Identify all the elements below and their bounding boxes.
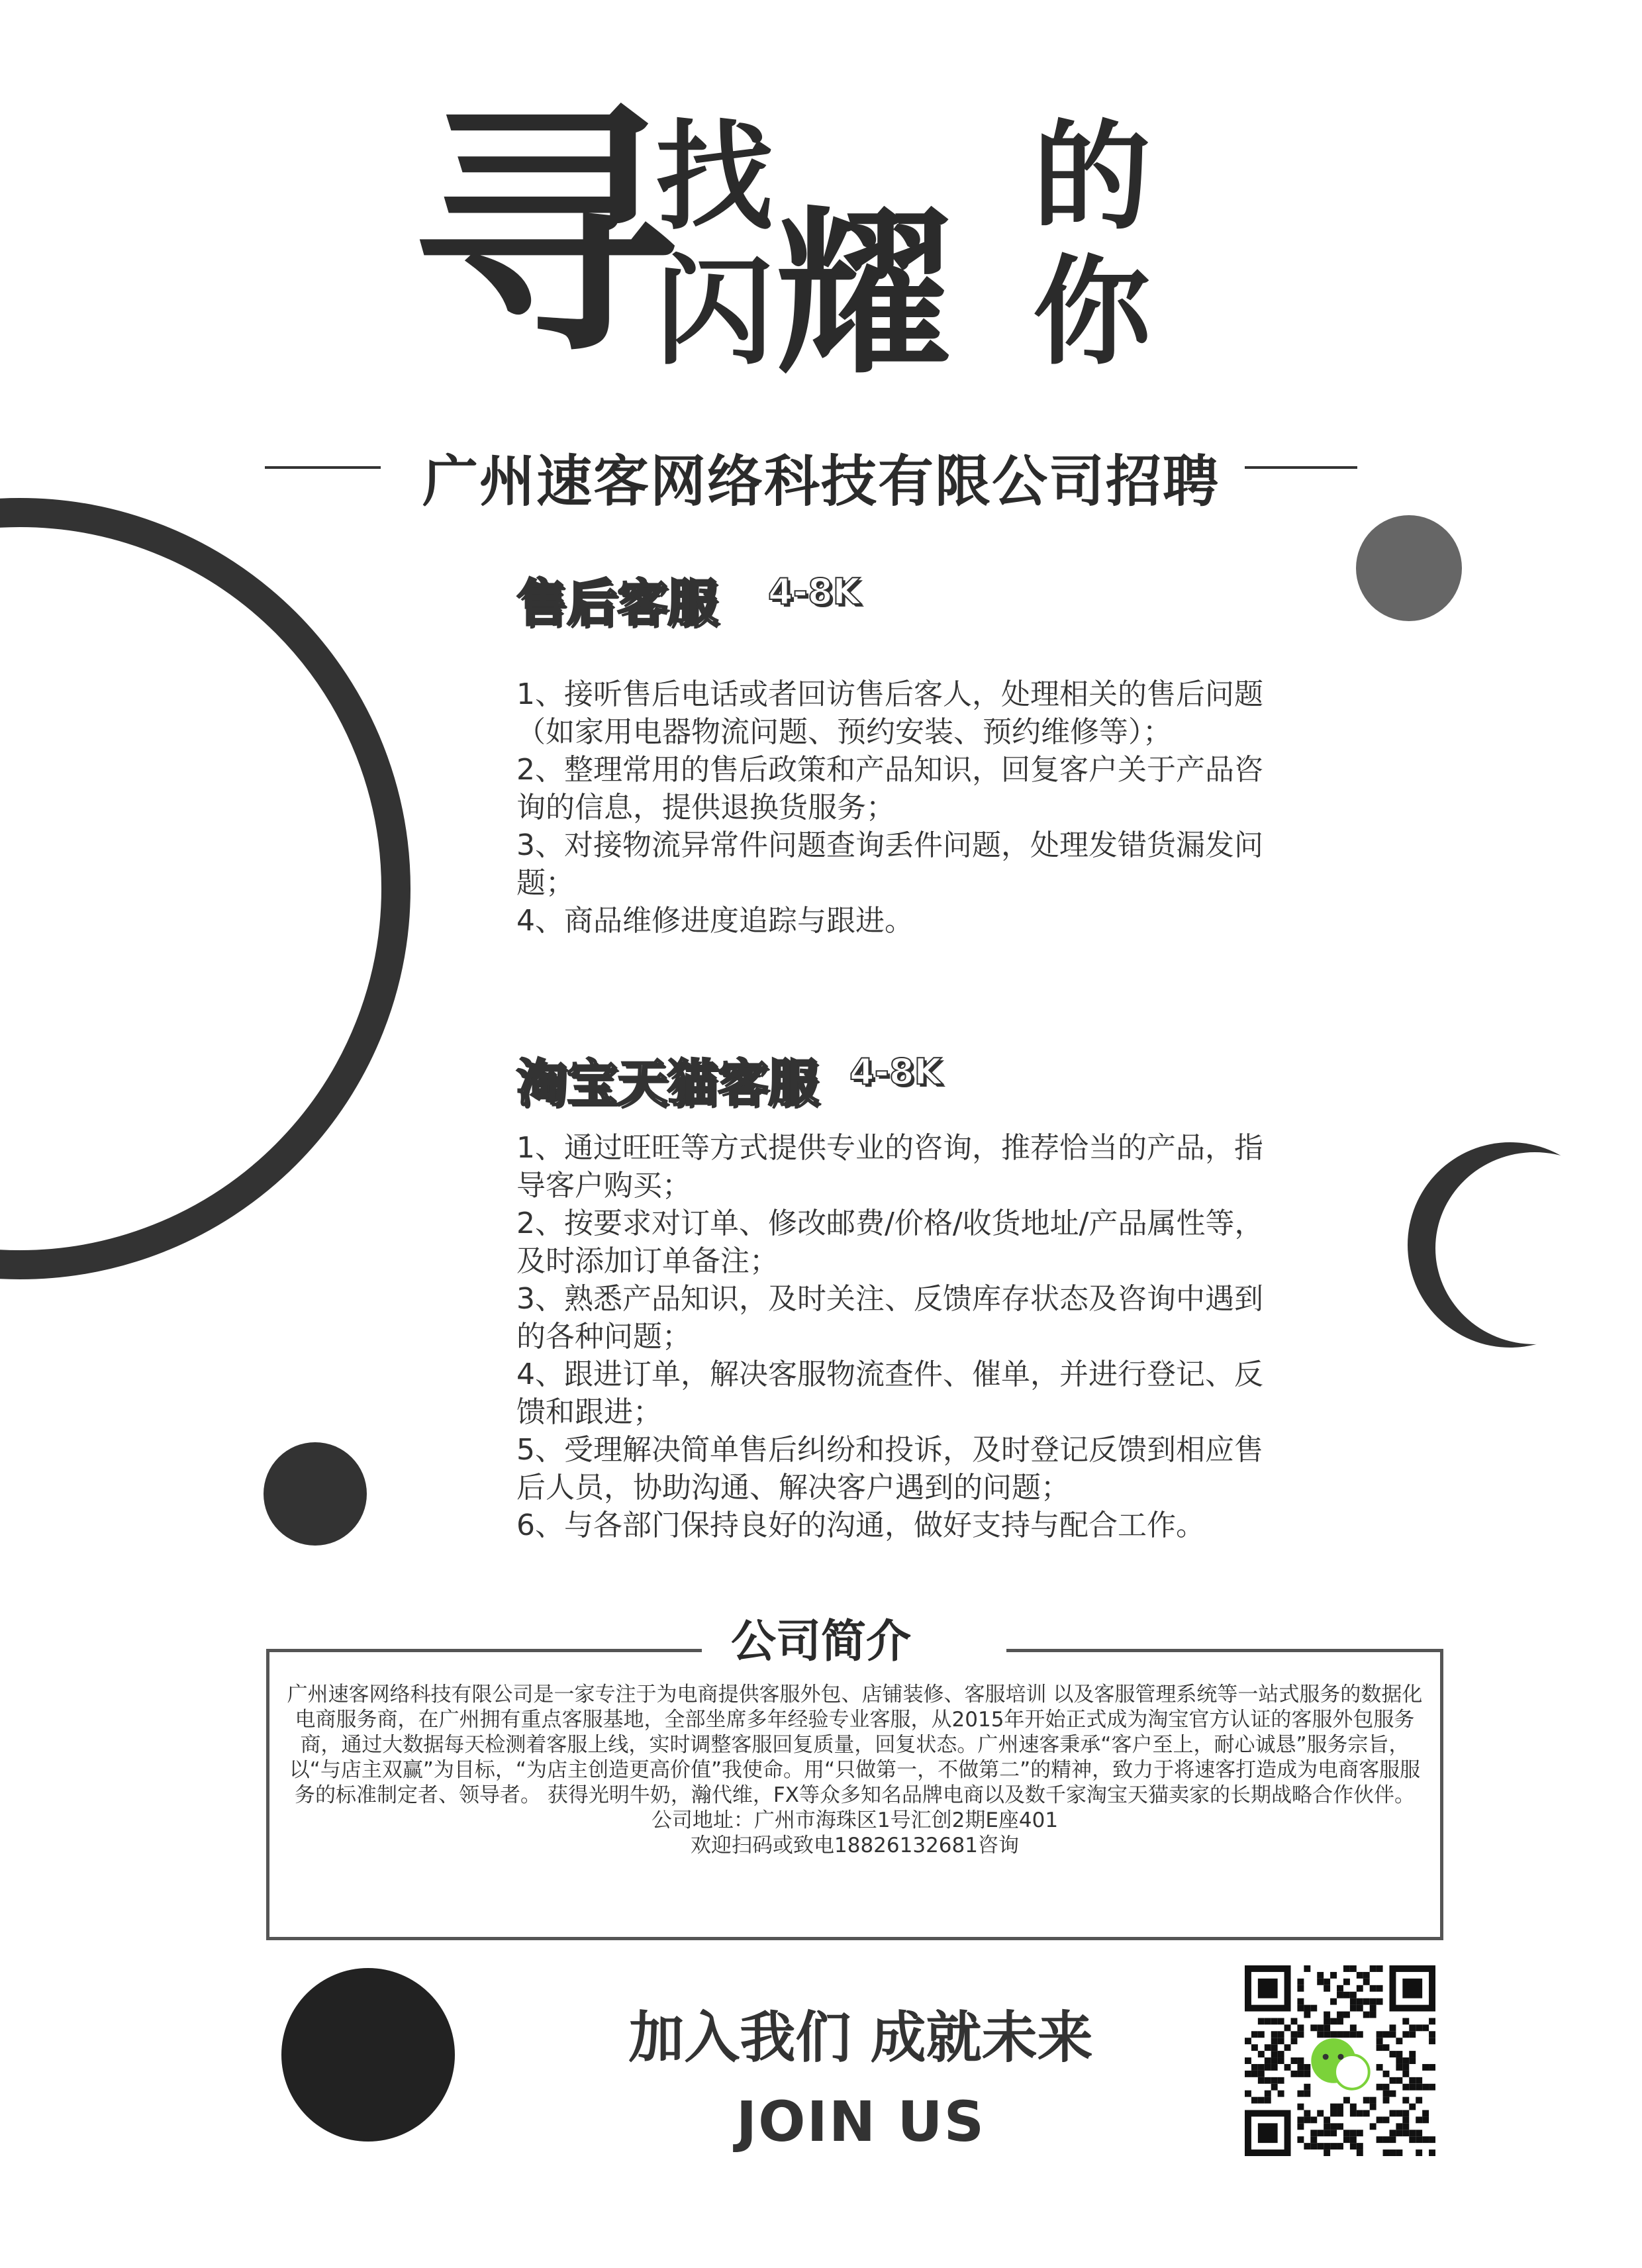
qr-module	[1376, 2084, 1383, 2091]
qr-module	[1278, 2077, 1284, 2084]
qr-module	[1337, 2012, 1343, 2018]
qr-module	[1350, 2110, 1357, 2116]
qr-module	[1422, 2116, 1429, 2123]
qr-module	[1363, 2012, 1370, 2018]
qr-module	[1416, 2130, 1422, 2136]
qr-module	[1304, 2091, 1310, 2097]
headline-char-shan: 闪	[655, 242, 773, 381]
qr-module	[1370, 1985, 1376, 1992]
qr-module	[1363, 1998, 1370, 2005]
job-duties-aftersales	[516, 675, 1284, 940]
qr-module	[1337, 1985, 1343, 1992]
headline-char-de: 的	[1033, 107, 1151, 246]
qr-module	[1409, 2057, 1416, 2064]
qr-module	[1416, 2149, 1422, 2156]
qr-module	[1429, 2149, 1435, 2156]
slogan-chinese: 加入我们 成就未来	[628, 2005, 1093, 2070]
qr-module	[1304, 2012, 1310, 2018]
qr-module	[1271, 2038, 1278, 2044]
qr-module	[1337, 2143, 1343, 2149]
qr-module	[1278, 2038, 1284, 2044]
qr-module	[1258, 2097, 1265, 2104]
qr-module	[1383, 2071, 1390, 2077]
qr-module	[1330, 2123, 1337, 2130]
qr-module	[1284, 2044, 1291, 2051]
qr-module	[1278, 2051, 1284, 2057]
qr-module	[1310, 2116, 1317, 2123]
qr-module	[1297, 2123, 1304, 2130]
qr-module	[1389, 2051, 1396, 2057]
qr-module	[1265, 2064, 1271, 2071]
qr-module	[1330, 1972, 1337, 1979]
qr-module	[1265, 2018, 1271, 2024]
qr-module	[1265, 2077, 1271, 2084]
headline-char-yao: 耀	[775, 189, 952, 398]
qr-module	[1350, 2130, 1357, 2136]
qr-module	[1383, 2031, 1390, 2038]
qr-module	[1357, 2031, 1363, 2038]
qr-module	[1350, 2136, 1357, 2143]
qr-module	[1409, 2031, 1416, 2038]
qr-module	[1402, 2031, 1409, 2038]
qr-module	[1310, 2005, 1317, 2012]
qr-module	[1376, 1965, 1383, 1972]
qr-module	[1258, 2031, 1265, 2038]
duty-item: 3、对接物流异常件问题查询丢件问题，处理发错货漏发问题；	[516, 828, 1263, 900]
qr-module	[1383, 2091, 1390, 2097]
qr-module	[1297, 2024, 1304, 2031]
qr-code[interactable]	[1245, 1965, 1435, 2156]
qr-module	[1389, 2149, 1396, 2156]
qr-module	[1324, 2018, 1330, 2024]
qr-module	[1363, 2097, 1370, 2104]
qr-module	[1324, 2130, 1330, 2136]
qr-module	[1304, 2084, 1310, 2091]
qr-module	[1422, 2084, 1429, 2091]
qr-module	[1370, 2012, 1376, 2018]
qr-module	[1297, 2057, 1304, 2064]
qr-module	[1337, 2018, 1343, 2024]
qr-module	[1402, 2116, 1409, 2123]
qr-module	[1330, 2110, 1337, 2116]
job-title-taobao: 淘宝天猫客服	[516, 1054, 818, 1112]
qr-module	[1396, 2051, 1402, 2057]
qr-module	[1304, 2005, 1310, 2012]
qr-module	[1402, 2071, 1409, 2077]
qr-module	[1258, 2077, 1265, 2084]
qr-module	[1297, 2064, 1304, 2071]
qr-module	[1429, 2064, 1435, 2071]
duty-item: 2、按要求对订单、修改邮费/价格/收货地址/产品属性等，及时添加订单备注；	[516, 1207, 1264, 1278]
qr-module	[1310, 2143, 1317, 2149]
large-arc-decoration	[0, 498, 410, 1279]
qr-module	[1271, 2031, 1278, 2038]
qr-module	[1376, 1985, 1383, 1992]
qr-module	[1317, 2110, 1324, 2116]
qr-module	[1350, 2104, 1357, 2110]
qr-module	[1429, 2038, 1435, 2044]
qr-module	[1350, 1998, 1357, 2005]
duty-item: 1、通过旺旺等方式提供专业的咨询，推荐恰当的产品，指导客户购买；	[516, 1131, 1263, 1203]
qr-module	[1343, 2130, 1350, 2136]
qr-module	[1376, 2038, 1383, 2044]
qr-module	[1291, 2018, 1298, 2024]
large-dot-decoration	[281, 1968, 455, 2142]
qr-module	[1330, 1998, 1337, 2005]
qr-module	[1416, 2136, 1422, 2143]
qr-module	[1409, 2024, 1416, 2031]
qr-module	[1422, 2064, 1429, 2071]
qr-module	[1343, 2136, 1350, 2143]
qr-module	[1416, 2024, 1422, 2031]
qr-module	[1258, 2071, 1265, 2077]
qr-module	[1297, 1998, 1304, 2005]
intro-paragraph: 广州速客网络科技有限公司是一家专注于为电商提供客服外包、店铺装修、客服培训 以及客服管理系统等一站式服务的数据化电商服务商，在广州拥有重点客服基地，全部坐席多年经验专业客服，从2015年开始正式成为淘宝官方认证的客服外包服务商，通过大数据每天检测着客服上线，实时调整客服回复质量，回复状态。广州速客秉承“客户至上，耐心诚恳”服务宗旨，以“与店主双赢”为目标，“为店主创造更高价值”我使命。用“只做第一，不做第二”的精神，致力于将速客打造成为电商客服服务的标准制定者、领导者。 获得光明牛奶，瀚代维，FX等众多知名品牌电商以及数千家淘宝天猫卖家的长期战略合作伙伴。	[287, 1683, 1423, 1807]
qr-module	[1350, 1965, 1357, 1972]
qr-module	[1324, 1985, 1330, 1992]
qr-module	[1357, 1972, 1363, 1979]
qr-module	[1376, 2064, 1383, 2071]
qr-module	[1310, 2024, 1317, 2031]
qr-module	[1370, 2123, 1376, 2130]
qr-module	[1265, 2097, 1271, 2104]
intro-contact: 欢迎扫码或致电18826132681咨询	[691, 1834, 1019, 1857]
company-intro-title: 公司简介	[730, 1616, 911, 1668]
qr-module	[1271, 2044, 1278, 2051]
qr-module	[1363, 2110, 1370, 2116]
qr-module	[1396, 2057, 1402, 2064]
qr-module	[1317, 1972, 1324, 1979]
qr-module	[1383, 2044, 1390, 2051]
qr-module	[1376, 1998, 1383, 2005]
slogan-english: JOIN US	[736, 2089, 986, 2154]
qr-module	[1422, 2024, 1429, 2031]
qr-module	[1337, 2110, 1343, 2116]
qr-module	[1337, 2104, 1343, 2110]
qr-module	[1337, 2123, 1343, 2130]
qr-module	[1383, 2136, 1390, 2143]
qr-module	[1297, 2104, 1304, 2110]
qr-module	[1317, 2031, 1324, 2038]
qr-module	[1304, 2110, 1310, 2116]
qr-module	[1389, 2136, 1396, 2143]
qr-module	[1363, 1972, 1370, 1979]
qr-module	[1402, 2064, 1409, 2071]
qr-module	[1383, 2084, 1390, 2091]
qr-module	[1291, 2057, 1298, 2064]
qr-module	[1330, 2018, 1337, 2024]
intro-address: 公司地址：广州市海珠区1号汇创2期E座401	[651, 1808, 1059, 1832]
dark-dot-decoration	[264, 1442, 367, 1546]
qr-module	[1324, 2149, 1330, 2156]
qr-module	[1350, 2005, 1357, 2012]
qr-module	[1304, 2071, 1310, 2077]
qr-module	[1245, 2038, 1251, 2044]
qr-module	[1383, 2116, 1390, 2123]
qr-module	[1271, 2051, 1278, 2057]
qr-module	[1337, 1992, 1343, 1998]
qr-module	[1258, 2018, 1265, 2024]
qr-module	[1416, 2084, 1422, 2091]
qr-module	[1370, 2104, 1376, 2110]
qr-module	[1409, 2136, 1416, 2143]
qr-module	[1416, 2077, 1422, 2084]
qr-module	[1297, 2116, 1304, 2123]
qr-module	[1271, 2084, 1278, 2091]
qr-module	[1330, 2130, 1337, 2136]
qr-module	[1343, 1979, 1350, 1985]
qr-module	[1396, 2123, 1402, 2130]
qr-module	[1370, 2005, 1376, 2012]
qr-module	[1317, 2143, 1324, 2149]
headline-char-zhao: 找	[655, 107, 773, 246]
job-salary-aftersales: 4-8K	[768, 571, 861, 613]
qr-module	[1389, 2024, 1396, 2031]
qr-module	[1370, 1998, 1376, 2005]
qr-module	[1297, 2005, 1304, 2012]
qr-module	[1343, 2031, 1350, 2038]
qr-module	[1251, 2071, 1258, 2077]
duty-item: 4、跟进订单，解决客服物流查件、催单，并进行登记、反馈和跟进；	[516, 1357, 1263, 1429]
qr-module	[1402, 2084, 1409, 2091]
qr-module	[1265, 2057, 1271, 2064]
qr-module	[1297, 1985, 1304, 1992]
qr-module	[1271, 2064, 1278, 2071]
qr-module	[1396, 2038, 1402, 2044]
qr-module	[1376, 2136, 1383, 2143]
qr-module	[1357, 2130, 1363, 2136]
qr-module	[1245, 2057, 1251, 2064]
qr-module	[1396, 2077, 1402, 2084]
qr-module	[1278, 2091, 1284, 2097]
qr-module	[1422, 2136, 1429, 2143]
qr-module	[1245, 2091, 1251, 2097]
qr-module	[1370, 2097, 1376, 2104]
qr-module	[1409, 2104, 1416, 2110]
qr-module	[1297, 2091, 1304, 2097]
qr-module	[1350, 2031, 1357, 2038]
qr-module	[1291, 2031, 1298, 2038]
qr-module	[1350, 1992, 1357, 1998]
qr-module	[1396, 2149, 1402, 2156]
qr-module	[1304, 2064, 1310, 2071]
qr-module	[1357, 1998, 1363, 2005]
qr-module	[1409, 2077, 1416, 2084]
qr-module	[1330, 2143, 1337, 2149]
qr-module	[1278, 2057, 1284, 2064]
qr-module	[1324, 2116, 1330, 2123]
qr-module	[1324, 2031, 1330, 2038]
qr-module	[1324, 2024, 1330, 2031]
qr-module	[1350, 2024, 1357, 2031]
qr-module	[1422, 2110, 1429, 2116]
qr-module	[1317, 2024, 1324, 2031]
qr-module	[1271, 2057, 1278, 2064]
qr-module	[1376, 2116, 1383, 2123]
qr-module	[1396, 2130, 1402, 2136]
qr-module	[1251, 2097, 1258, 2104]
qr-module	[1251, 2064, 1258, 2071]
qr-module	[1357, 2149, 1363, 2156]
qr-module	[1297, 1979, 1304, 1985]
qr-module	[1245, 2071, 1251, 2077]
qr-module	[1357, 2005, 1363, 2012]
qr-module	[1402, 2097, 1409, 2104]
qr-module	[1376, 2031, 1383, 2038]
qr-module	[1402, 2057, 1409, 2064]
job-salary-taobao: 4-8K	[849, 1051, 942, 1093]
qr-module	[1350, 2143, 1357, 2149]
qr-module	[1357, 1985, 1363, 1992]
qr-module	[1429, 2031, 1435, 2038]
duty-item: 3、熟悉产品知识，及时关注、反馈库存状态及咨询中遇到的各种问题；	[516, 1282, 1263, 1354]
qr-module	[1258, 2051, 1265, 2057]
job-title-aftersales: 售后客服	[516, 573, 718, 632]
headline-char-xun: 寻	[412, 76, 677, 387]
company-intro-text	[285, 1682, 1425, 1858]
qr-module	[1389, 2077, 1396, 2084]
qr-module	[1278, 2018, 1284, 2024]
qr-module	[1363, 1979, 1370, 1985]
qr-module	[1251, 2044, 1258, 2051]
qr-module	[1304, 1965, 1310, 1972]
qr-module	[1297, 2071, 1304, 2077]
qr-module	[1317, 1979, 1324, 1985]
gray-dot-decoration	[1356, 515, 1462, 621]
qr-module	[1324, 2123, 1330, 2130]
qr-module	[1324, 2143, 1330, 2149]
qr-module	[1291, 2038, 1298, 2044]
qr-module	[1370, 1965, 1376, 1972]
headline-char-ni: 你	[1033, 242, 1151, 381]
qr-module	[1396, 2110, 1402, 2116]
qr-module	[1416, 2097, 1422, 2104]
qr-module	[1416, 2116, 1422, 2123]
qr-module	[1324, 1979, 1330, 1985]
qr-module	[1383, 2149, 1390, 2156]
qr-module	[1402, 2018, 1409, 2024]
qr-module	[1291, 2071, 1298, 2077]
qr-module	[1343, 2012, 1350, 2018]
qr-module	[1324, 2012, 1330, 2018]
qr-module	[1429, 2136, 1435, 2143]
qr-module	[1429, 2084, 1435, 2091]
qr-module	[1310, 2136, 1317, 2143]
qr-module	[1330, 2104, 1337, 2110]
qr-module	[1429, 2018, 1435, 2024]
duty-item: 6、与各部门保持良好的沟通，做好支持与配合工作。	[516, 1508, 1205, 1542]
qr-module	[1402, 2123, 1409, 2130]
qr-module	[1317, 2130, 1324, 2136]
duty-item: 5、受理解决简单售后纠纷和投诉，及时登记反馈到相应售后人员，协助沟通、解决客户遇到的问题；	[516, 1433, 1263, 1504]
crescent-cutout	[1435, 1152, 1634, 1344]
qr-module	[1297, 2136, 1304, 2143]
qr-module	[1251, 2031, 1258, 2038]
qr-module	[1310, 2130, 1317, 2136]
qr-module	[1271, 2077, 1278, 2084]
qr-module	[1284, 2024, 1291, 2031]
qr-module	[1389, 2110, 1396, 2116]
qr-module	[1396, 2064, 1402, 2071]
qr-module	[1297, 2031, 1304, 2038]
duty-item: 1、接听售后电话或者回访售后客人，处理相关的售后问题（如家用电器物流问题、预约安装、预约维修等）；	[516, 677, 1263, 749]
qr-module	[1409, 2051, 1416, 2057]
qr-module	[1304, 2116, 1310, 2123]
qr-module	[1265, 2044, 1271, 2051]
qr-module	[1337, 2031, 1343, 2038]
qr-module	[1389, 2091, 1396, 2097]
qr-module	[1265, 2091, 1271, 2097]
qr-module	[1402, 2110, 1409, 2116]
qr-module	[1284, 2064, 1291, 2071]
company-heading: 广州速客网络科技有限公司招聘	[422, 449, 1220, 514]
duty-item: 2、整理常用的售后政策和产品知识，回复客户关于产品咨询的信息，提供退换货服务；	[516, 753, 1263, 824]
duty-item: 4、商品维修进度追踪与跟进。	[516, 904, 914, 938]
qr-module	[1343, 1992, 1350, 1998]
qr-module	[1389, 2031, 1396, 2038]
qr-module	[1278, 2031, 1284, 2038]
qr-module	[1402, 2130, 1409, 2136]
qr-module	[1383, 2097, 1390, 2104]
qr-module	[1343, 1965, 1350, 1972]
qr-module	[1271, 2018, 1278, 2024]
qr-module	[1357, 2110, 1363, 2116]
qr-module	[1330, 2031, 1337, 2038]
qr-module	[1258, 2064, 1265, 2071]
qr-module	[1357, 2143, 1363, 2149]
qr-module	[1376, 2044, 1383, 2051]
qr-module	[1304, 2143, 1310, 2149]
qr-module	[1343, 2097, 1350, 2104]
qr-module	[1409, 2130, 1416, 2136]
divider-right	[1245, 466, 1357, 469]
qr-module	[1389, 2130, 1396, 2136]
job-duties-taobao	[516, 1129, 1284, 1544]
qr-module	[1409, 2084, 1416, 2091]
